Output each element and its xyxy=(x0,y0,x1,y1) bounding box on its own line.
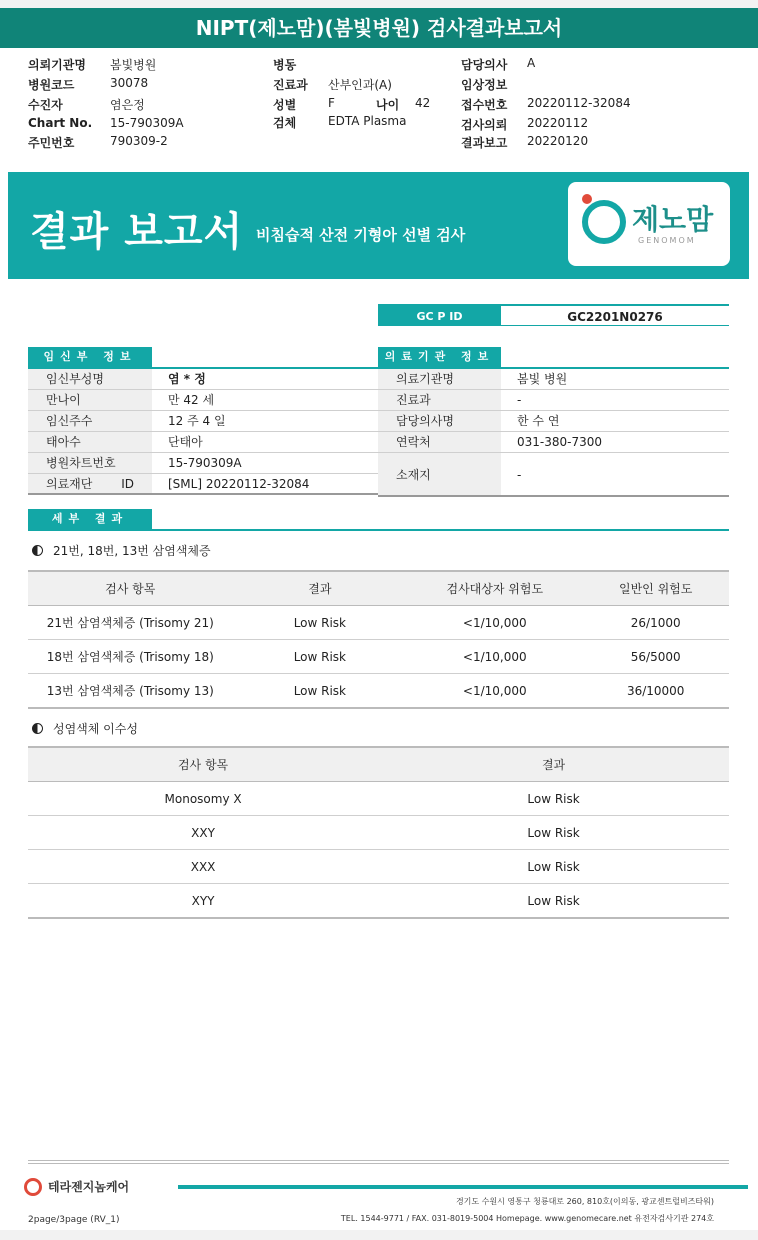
meta-key: 검사의뢰 xyxy=(461,118,508,132)
row-label: 소재지 xyxy=(378,453,501,495)
sex-chromosome-section-title xyxy=(32,720,138,737)
footer-company-logo xyxy=(24,1178,129,1196)
row-value: 봄빛 병원 xyxy=(517,372,568,386)
page-indicator: 2page/3page (RV_1) xyxy=(28,1215,120,1225)
meta-key: 성별 xyxy=(273,98,297,112)
institution-row xyxy=(378,432,729,453)
genomom-logo xyxy=(568,182,730,266)
meta-value: 20220120 xyxy=(527,134,589,148)
meta-key: 병동 xyxy=(273,58,297,72)
row-label: 의료재단 ID xyxy=(28,474,152,493)
institution-row xyxy=(378,453,729,497)
meta-value: EDTA Plasma xyxy=(328,114,407,128)
table-row xyxy=(28,816,729,850)
institution-row xyxy=(378,369,729,390)
row-label: 담당의사명 xyxy=(378,411,501,431)
meta-key: 결과보고 xyxy=(461,136,508,150)
details-line xyxy=(28,529,729,531)
meta-key: Chart No. xyxy=(28,116,93,130)
row-value: - xyxy=(517,468,522,482)
report-title: NIPT(제노맘)(봄빛병원) 검사결과보고서 xyxy=(0,8,758,48)
meta-value: 염은정 xyxy=(110,98,145,112)
footer-accent-bar xyxy=(178,1185,748,1189)
cell: 21번 삼염색체증 (Trisomy 21) xyxy=(28,606,233,640)
cell: Low Risk xyxy=(233,606,408,640)
cell: Low Risk xyxy=(233,640,408,674)
logo-dot-icon xyxy=(582,194,592,204)
footer-divider xyxy=(28,1163,729,1164)
row-value: 12 주 4 일 xyxy=(168,414,226,428)
cell: 26/1000 xyxy=(582,606,729,640)
institution-row xyxy=(378,390,729,411)
banner-subtitle: 비침습적 산전 기형아 선별 검사 xyxy=(256,226,466,244)
footer-divider xyxy=(28,1160,729,1161)
footer-contact: TEL. 1544-9771 / FAX. 031-8019-5004 Homepage. www.genomecare.net 유전자검사기관 274호 xyxy=(340,1214,714,1223)
meta-value: 790309-2 xyxy=(110,134,168,148)
meta-key: 임상정보 xyxy=(461,78,508,92)
meta-key: 검체 xyxy=(273,116,297,130)
logo-subtext: GENOMOM xyxy=(638,236,696,245)
meta-value: F xyxy=(328,96,335,110)
table-header-row xyxy=(28,747,729,782)
cell: XXY xyxy=(28,816,378,850)
row-label: 병원차트번호 xyxy=(28,453,152,473)
cell: XYY xyxy=(28,884,378,919)
age-value: 42 xyxy=(415,96,431,110)
cell: 13번 삼염색체증 (Trisomy 13) xyxy=(28,674,233,709)
meta-key: 접수번호 xyxy=(461,98,508,112)
meta-value: 30078 xyxy=(110,76,149,90)
meta-value: 산부인과(A) xyxy=(328,78,392,92)
top-strip xyxy=(0,0,758,8)
cell: XXX xyxy=(28,850,378,884)
row-value: 031-380-7300 xyxy=(517,435,603,449)
cell: Low Risk xyxy=(378,850,729,884)
sex-chromosome-title-text: 성염색체 이수성 xyxy=(53,722,138,736)
table-row xyxy=(28,782,729,816)
meta-key: 수진자 xyxy=(28,98,63,112)
row-label: 의료기관명 xyxy=(378,369,501,389)
institution-row xyxy=(378,411,729,432)
patient-row xyxy=(28,411,378,432)
age-key: 나이 xyxy=(376,98,400,112)
patient-info-tab: 임신부 정보 xyxy=(28,347,152,367)
meta-value: 20220112-32084 xyxy=(527,96,631,110)
company-logo-icon xyxy=(24,1178,42,1196)
report-banner xyxy=(8,172,749,279)
row-value: - xyxy=(517,393,522,407)
cell: 56/5000 xyxy=(582,640,729,674)
row-value: 한 수 연 xyxy=(517,414,560,428)
patient-row xyxy=(28,390,378,411)
institution-info-tab: 의료기관 정보 xyxy=(378,347,501,367)
meta-key: 주민번호 xyxy=(28,136,75,150)
sex-chromosome-table xyxy=(28,746,729,919)
meta-key: 병원코드 xyxy=(28,78,75,92)
bottom-strip xyxy=(0,1230,758,1240)
table-row xyxy=(28,640,729,674)
col-header: 일반인 위험도 xyxy=(582,571,729,606)
half-circle-icon xyxy=(32,545,43,556)
row-label: 임신부성명 xyxy=(28,369,152,389)
table-header-row xyxy=(28,571,729,606)
col-header: 결과 xyxy=(378,747,729,782)
col-header: 검사 항목 xyxy=(28,571,233,606)
cell: Low Risk xyxy=(378,816,729,850)
row-label: 태아수 xyxy=(28,432,152,452)
row-value: 만 42 세 xyxy=(168,393,215,407)
cell: Low Risk xyxy=(378,884,729,919)
footer-address: 경기도 수원시 영통구 청룡대로 260, 810호(이의동, 광교센트럴비즈타워) xyxy=(455,1197,714,1206)
cell: 36/10000 xyxy=(582,674,729,709)
patient-row xyxy=(28,453,378,474)
cell: Monosomy X xyxy=(28,782,378,816)
col-header: 검사 항목 xyxy=(28,747,378,782)
table-row xyxy=(28,606,729,640)
meta-value: 20220112 xyxy=(527,116,589,130)
table-row xyxy=(28,850,729,884)
meta-value: A xyxy=(527,56,536,70)
patient-row xyxy=(28,369,378,390)
cell: Low Risk xyxy=(233,674,408,709)
col-header: 결과 xyxy=(233,571,408,606)
table-row xyxy=(28,674,729,709)
row-label: 만나이 xyxy=(28,390,152,410)
row-label: 진료과 xyxy=(378,390,501,410)
meta-key: 의뢰기관명 xyxy=(28,58,86,72)
details-tab: 세부 결과 xyxy=(28,509,152,529)
row-label: 연락처 xyxy=(378,432,501,452)
banner-title: 결과 보고서 xyxy=(30,209,244,255)
logo-text: 제노맘 xyxy=(632,203,714,236)
cell: 18번 삼염색체증 (Trisomy 18) xyxy=(28,640,233,674)
meta-value: 15-790309A xyxy=(110,116,184,130)
cell: <1/10,000 xyxy=(407,674,582,709)
trisomy-section-title xyxy=(32,542,211,559)
logo-mark-icon xyxy=(582,200,626,244)
half-circle-icon xyxy=(32,723,43,734)
cell: <1/10,000 xyxy=(407,606,582,640)
gcp-id-label: GC P ID xyxy=(378,304,501,326)
row-label: 임신주수 xyxy=(28,411,152,431)
footer-company-name: 테라젠지놈케어 xyxy=(48,1180,130,1194)
row-value: 15-790309A xyxy=(168,456,242,470)
cell: Low Risk xyxy=(378,782,729,816)
row-value: 염 * 정 xyxy=(168,372,206,386)
patient-row xyxy=(28,432,378,453)
meta-value: 봄빛병원 xyxy=(110,58,157,72)
trisomy-title-text: 21번, 18번, 13번 삼염색체증 xyxy=(53,544,211,558)
meta-key: 진료과 xyxy=(273,78,308,92)
trisomy-table xyxy=(28,570,729,709)
patient-row xyxy=(28,474,378,495)
col-header: 검사대상자 위험도 xyxy=(407,571,582,606)
table-row xyxy=(28,884,729,919)
gcp-id-value: GC2201N0276 xyxy=(501,304,729,326)
row-value: [SML] 20220112-32084 xyxy=(168,477,310,491)
meta-key: 담당의사 xyxy=(461,58,508,72)
cell: <1/10,000 xyxy=(407,640,582,674)
row-value: 단태아 xyxy=(168,435,203,449)
